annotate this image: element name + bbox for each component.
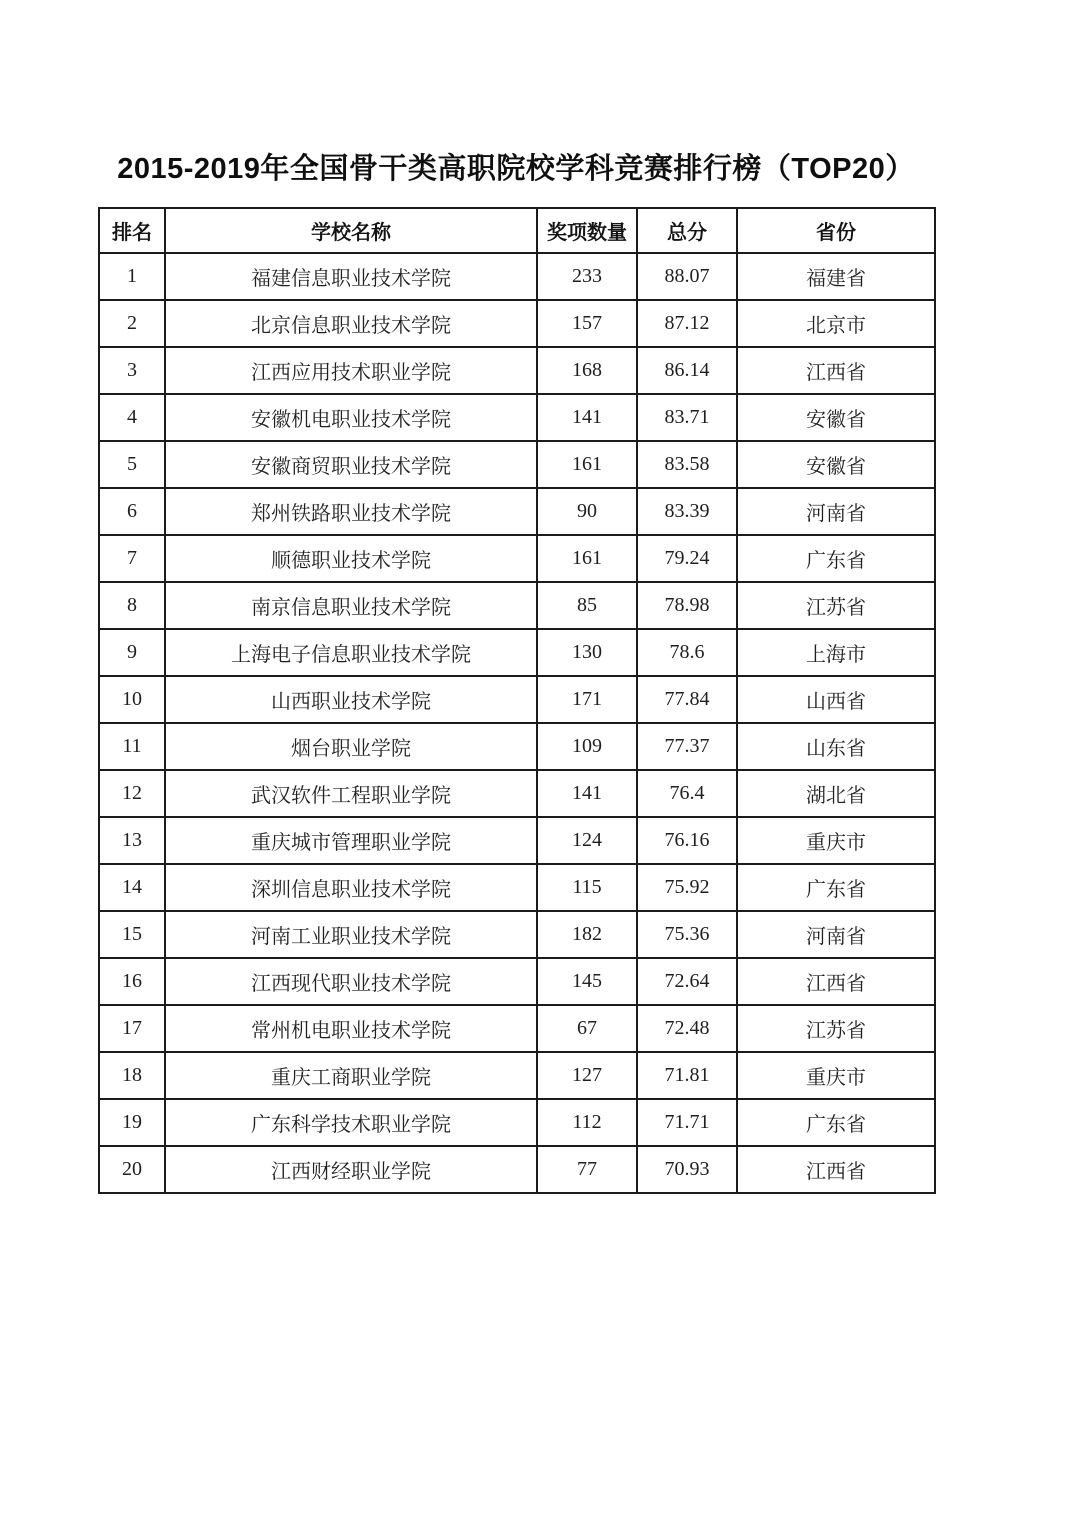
cell-school: 安徽商贸职业技术学院	[165, 441, 537, 488]
cell-awards: 124	[537, 817, 637, 864]
cell-score: 77.37	[637, 723, 737, 770]
cell-score: 72.64	[637, 958, 737, 1005]
document-page	[98, 0, 934, 1194]
cell-awards: 171	[537, 676, 637, 723]
cell-rank: 16	[99, 958, 165, 1005]
cell-score: 83.71	[637, 394, 737, 441]
cell-score: 86.14	[637, 347, 737, 394]
table-row	[99, 958, 935, 1005]
cell-school: 武汉软件工程职业学院	[165, 770, 537, 817]
table-row	[99, 347, 935, 394]
cell-school: 常州机电职业技术学院	[165, 1005, 537, 1052]
cell-awards: 115	[537, 864, 637, 911]
cell-school: 顺德职业技术学院	[165, 535, 537, 582]
cell-school: 河南工业职业技术学院	[165, 911, 537, 958]
cell-school: 江西现代职业技术学院	[165, 958, 537, 1005]
cell-school: 深圳信息职业技术学院	[165, 864, 537, 911]
table-row	[99, 676, 935, 723]
cell-awards: 157	[537, 300, 637, 347]
table-row	[99, 911, 935, 958]
cell-score: 70.93	[637, 1146, 737, 1193]
table-row	[99, 770, 935, 817]
cell-rank: 12	[99, 770, 165, 817]
cell-awards: 90	[537, 488, 637, 535]
header-row	[99, 208, 935, 253]
cell-score: 75.92	[637, 864, 737, 911]
cell-awards: 161	[537, 441, 637, 488]
cell-rank: 9	[99, 629, 165, 676]
table-row	[99, 441, 935, 488]
cell-score: 72.48	[637, 1005, 737, 1052]
cell-score: 87.12	[637, 300, 737, 347]
cell-score: 77.84	[637, 676, 737, 723]
cell-school: 江西应用技术职业学院	[165, 347, 537, 394]
table-row	[99, 300, 935, 347]
cell-rank: 14	[99, 864, 165, 911]
cell-awards: 161	[537, 535, 637, 582]
cell-province: 上海市	[737, 629, 935, 676]
cell-school: 北京信息职业技术学院	[165, 300, 537, 347]
cell-province: 福建省	[737, 253, 935, 300]
cell-school: 南京信息职业技术学院	[165, 582, 537, 629]
cell-score: 71.71	[637, 1099, 737, 1146]
cell-score: 79.24	[637, 535, 737, 582]
cell-rank: 8	[99, 582, 165, 629]
table-row	[99, 1099, 935, 1146]
table-row	[99, 817, 935, 864]
cell-school: 重庆工商职业学院	[165, 1052, 537, 1099]
cell-province: 安徽省	[737, 441, 935, 488]
cell-rank: 7	[99, 535, 165, 582]
cell-awards: 130	[537, 629, 637, 676]
cell-awards: 67	[537, 1005, 637, 1052]
header-cell-province: 省份	[737, 208, 935, 253]
cell-province: 河南省	[737, 488, 935, 535]
cell-rank: 13	[99, 817, 165, 864]
cell-rank: 17	[99, 1005, 165, 1052]
cell-rank: 10	[99, 676, 165, 723]
table-row	[99, 253, 935, 300]
table-row	[99, 1005, 935, 1052]
cell-awards: 145	[537, 958, 637, 1005]
cell-rank: 5	[99, 441, 165, 488]
cell-province: 江西省	[737, 1146, 935, 1193]
table-row	[99, 1146, 935, 1193]
cell-school: 山西职业技术学院	[165, 676, 537, 723]
cell-awards: 141	[537, 394, 637, 441]
cell-awards: 112	[537, 1099, 637, 1146]
table-row	[99, 1052, 935, 1099]
cell-province: 山东省	[737, 723, 935, 770]
ranking-table	[98, 207, 936, 1194]
cell-score: 83.39	[637, 488, 737, 535]
cell-awards: 233	[537, 253, 637, 300]
cell-school: 安徽机电职业技术学院	[165, 394, 537, 441]
cell-province: 北京市	[737, 300, 935, 347]
cell-school: 重庆城市管理职业学院	[165, 817, 537, 864]
table-row	[99, 535, 935, 582]
cell-school: 福建信息职业技术学院	[165, 253, 537, 300]
cell-rank: 18	[99, 1052, 165, 1099]
table-row	[99, 394, 935, 441]
cell-awards: 182	[537, 911, 637, 958]
cell-province: 重庆市	[737, 817, 935, 864]
table-body	[99, 253, 935, 1193]
table-row	[99, 582, 935, 629]
cell-score: 78.98	[637, 582, 737, 629]
cell-province: 重庆市	[737, 1052, 935, 1099]
cell-score: 83.58	[637, 441, 737, 488]
cell-school: 郑州铁路职业技术学院	[165, 488, 537, 535]
cell-province: 广东省	[737, 535, 935, 582]
cell-province: 湖北省	[737, 770, 935, 817]
cell-rank: 15	[99, 911, 165, 958]
cell-rank: 19	[99, 1099, 165, 1146]
table-row	[99, 723, 935, 770]
header-cell-score: 总分	[637, 208, 737, 253]
cell-school: 江西财经职业学院	[165, 1146, 537, 1193]
cell-awards: 109	[537, 723, 637, 770]
cell-province: 河南省	[737, 911, 935, 958]
cell-rank: 3	[99, 347, 165, 394]
cell-score: 71.81	[637, 1052, 737, 1099]
cell-score: 75.36	[637, 911, 737, 958]
table-row	[99, 629, 935, 676]
cell-school: 烟台职业学院	[165, 723, 537, 770]
cell-school: 上海电子信息职业技术学院	[165, 629, 537, 676]
cell-school: 广东科学技术职业学院	[165, 1099, 537, 1146]
page-title: 2015-2019年全国骨干类高职院校学科竞赛排行榜（TOP20）	[117, 153, 915, 185]
cell-awards: 77	[537, 1146, 637, 1193]
cell-rank: 11	[99, 723, 165, 770]
cell-province: 山西省	[737, 676, 935, 723]
cell-rank: 2	[99, 300, 165, 347]
cell-rank: 4	[99, 394, 165, 441]
cell-province: 广东省	[737, 864, 935, 911]
cell-province: 江西省	[737, 958, 935, 1005]
cell-province: 广东省	[737, 1099, 935, 1146]
cell-score: 76.16	[637, 817, 737, 864]
cell-awards: 141	[537, 770, 637, 817]
cell-province: 江苏省	[737, 1005, 935, 1052]
cell-rank: 6	[99, 488, 165, 535]
cell-score: 78.6	[637, 629, 737, 676]
cell-province: 江西省	[737, 347, 935, 394]
table-row	[99, 488, 935, 535]
cell-province: 江苏省	[737, 582, 935, 629]
cell-rank: 1	[99, 253, 165, 300]
cell-score: 76.4	[637, 770, 737, 817]
cell-awards: 85	[537, 582, 637, 629]
cell-province: 安徽省	[737, 394, 935, 441]
header-cell-rank: 排名	[99, 208, 165, 253]
header-cell-awards: 奖项数量	[537, 208, 637, 253]
cell-score: 88.07	[637, 253, 737, 300]
cell-rank: 20	[99, 1146, 165, 1193]
cell-awards: 168	[537, 347, 637, 394]
table-row	[99, 864, 935, 911]
header-cell-school: 学校名称	[165, 208, 537, 253]
cell-awards: 127	[537, 1052, 637, 1099]
